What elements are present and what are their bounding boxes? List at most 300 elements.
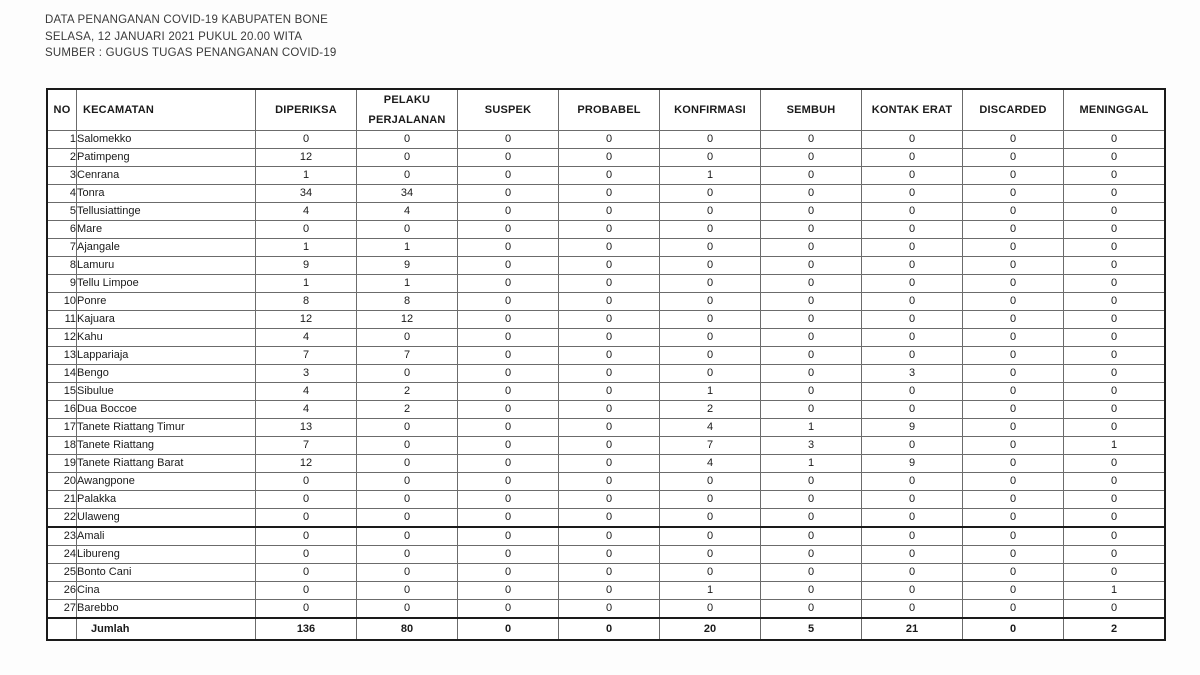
cell-probabel: 0 <box>559 185 660 203</box>
cell-sembuh: 0 <box>761 203 862 221</box>
cell-pelaku-perjalanan: 4 <box>357 203 458 221</box>
cell-discarded: 0 <box>963 167 1064 185</box>
cell-diperiksa: 12 <box>256 149 357 167</box>
title-line-1: DATA PENANGANAN COVID-19 KABUPATEN BONE <box>45 14 329 26</box>
table-row <box>47 509 1165 528</box>
cell-meninggal: 0 <box>1064 221 1166 239</box>
cell-kontak-erat: 0 <box>862 437 963 455</box>
cell-suspek: 0 <box>458 437 559 455</box>
table-row <box>47 383 1165 401</box>
cell-suspek: 0 <box>458 491 559 509</box>
cell-sembuh: 0 <box>761 509 862 528</box>
cell-kontak-erat: 0 <box>862 347 963 365</box>
cell-no: 8 <box>47 257 77 275</box>
cell-suspek: 0 <box>458 221 559 239</box>
cell-konfirmasi: 0 <box>660 347 761 365</box>
cell-suspek: 0 <box>458 564 559 582</box>
cell-kontak-erat: 0 <box>862 149 963 167</box>
cell-kecamatan: Tanete Riattang <box>77 437 256 455</box>
cell-probabel: 0 <box>559 311 660 329</box>
cell-kecamatan: Tonra <box>77 185 256 203</box>
cell-probabel: 0 <box>559 401 660 419</box>
cell-discarded: 0 <box>963 401 1064 419</box>
cell-suspek: 0 <box>458 546 559 564</box>
cell-suspek: 0 <box>458 329 559 347</box>
table-row <box>47 311 1165 329</box>
cell-meninggal: 0 <box>1064 329 1166 347</box>
cell-discarded: 0 <box>963 600 1064 619</box>
cell-sembuh: 1 <box>761 419 862 437</box>
cell-discarded: 0 <box>963 564 1064 582</box>
table-row <box>47 185 1165 203</box>
cell-kontak-erat: 0 <box>862 275 963 293</box>
cell-probabel: 0 <box>559 239 660 257</box>
cell-diperiksa: 9 <box>256 257 357 275</box>
table-header-row <box>47 89 1165 131</box>
cell-kecamatan: Sibulue <box>77 383 256 401</box>
cell-meninggal: 0 <box>1064 347 1166 365</box>
cell-kontak-erat: 0 <box>862 239 963 257</box>
cell-kontak-erat: 0 <box>862 491 963 509</box>
total-cell-diperiksa: 136 <box>256 618 357 640</box>
cell-no: 21 <box>47 491 77 509</box>
cell-no: 24 <box>47 546 77 564</box>
cell-kontak-erat: 3 <box>862 365 963 383</box>
cell-no: 11 <box>47 311 77 329</box>
cell-diperiksa: 0 <box>256 527 357 546</box>
cell-konfirmasi: 0 <box>660 546 761 564</box>
cell-konfirmasi: 0 <box>660 564 761 582</box>
cell-no: 15 <box>47 383 77 401</box>
table-row <box>47 257 1165 275</box>
table-row <box>47 600 1165 619</box>
cell-probabel: 0 <box>559 293 660 311</box>
table-row <box>47 455 1165 473</box>
cell-probabel: 0 <box>559 257 660 275</box>
cell-suspek: 0 <box>458 473 559 491</box>
cell-kecamatan: Libureng <box>77 546 256 564</box>
cell-meninggal: 0 <box>1064 527 1166 546</box>
cell-sembuh: 0 <box>761 401 862 419</box>
cell-konfirmasi: 1 <box>660 582 761 600</box>
column-header-probabel: PROBABEL <box>559 89 660 131</box>
table-row <box>47 167 1165 185</box>
cell-diperiksa: 12 <box>256 311 357 329</box>
table-row <box>47 275 1165 293</box>
cell-kecamatan: Barebbo <box>77 600 256 619</box>
cell-suspek: 0 <box>458 203 559 221</box>
cell-sembuh: 0 <box>761 167 862 185</box>
cell-probabel: 0 <box>559 546 660 564</box>
cell-discarded: 0 <box>963 221 1064 239</box>
cell-diperiksa: 4 <box>256 401 357 419</box>
cell-pelaku-perjalanan: 0 <box>357 167 458 185</box>
table-total-row <box>47 618 1165 640</box>
total-label: Jumlah <box>77 618 256 640</box>
cell-diperiksa: 0 <box>256 582 357 600</box>
cell-suspek: 0 <box>458 257 559 275</box>
cell-diperiksa: 0 <box>256 473 357 491</box>
cell-pelaku-perjalanan: 0 <box>357 437 458 455</box>
cell-diperiksa: 3 <box>256 365 357 383</box>
pelaku-label-line1: PELAKU <box>383 94 431 106</box>
cell-meninggal: 0 <box>1064 203 1166 221</box>
cell-no: 10 <box>47 293 77 311</box>
cell-konfirmasi: 1 <box>660 383 761 401</box>
cell-kontak-erat: 0 <box>862 257 963 275</box>
cell-konfirmasi: 4 <box>660 455 761 473</box>
cell-kecamatan: Awangpone <box>77 473 256 491</box>
cell-konfirmasi: 0 <box>660 509 761 528</box>
column-header-kontak-erat: KONTAK ERAT <box>862 89 963 131</box>
cell-kecamatan: Tanete Riattang Timur <box>77 419 256 437</box>
cell-no: 14 <box>47 365 77 383</box>
cell-meninggal: 0 <box>1064 455 1166 473</box>
cell-diperiksa: 0 <box>256 491 357 509</box>
cell-diperiksa: 0 <box>256 600 357 619</box>
cell-no: 13 <box>47 347 77 365</box>
cell-discarded: 0 <box>963 582 1064 600</box>
cell-kecamatan: Tellusiattinge <box>77 203 256 221</box>
cell-konfirmasi: 0 <box>660 275 761 293</box>
cell-discarded: 0 <box>963 275 1064 293</box>
cell-kecamatan: Dua Boccoe <box>77 401 256 419</box>
cell-kontak-erat: 0 <box>862 293 963 311</box>
cell-suspek: 0 <box>458 455 559 473</box>
column-header-no: NO <box>47 89 77 131</box>
cell-diperiksa: 7 <box>256 347 357 365</box>
cell-meninggal: 0 <box>1064 239 1166 257</box>
column-header-suspek: SUSPEK <box>458 89 559 131</box>
cell-pelaku-perjalanan: 0 <box>357 329 458 347</box>
cell-diperiksa: 4 <box>256 383 357 401</box>
cell-suspek: 0 <box>458 582 559 600</box>
column-header-konfirmasi: KONFIRMASI <box>660 89 761 131</box>
cell-kecamatan: Tanete Riattang Barat <box>77 455 256 473</box>
cell-diperiksa: 1 <box>256 275 357 293</box>
column-header-discarded: DISCARDED <box>963 89 1064 131</box>
cell-sembuh: 0 <box>761 347 862 365</box>
cell-no: 26 <box>47 582 77 600</box>
cell-probabel: 0 <box>559 437 660 455</box>
table-row <box>47 582 1165 600</box>
cell-probabel: 0 <box>559 491 660 509</box>
cell-kontak-erat: 0 <box>862 221 963 239</box>
column-header-diperiksa: DIPERIKSA <box>256 89 357 131</box>
cell-suspek: 0 <box>458 527 559 546</box>
cell-sembuh: 0 <box>761 185 862 203</box>
cell-discarded: 0 <box>963 527 1064 546</box>
table-row <box>47 365 1165 383</box>
cell-konfirmasi: 0 <box>660 203 761 221</box>
cell-meninggal: 0 <box>1064 275 1166 293</box>
cell-no: 19 <box>47 455 77 473</box>
cell-probabel: 0 <box>559 473 660 491</box>
cell-no: 16 <box>47 401 77 419</box>
cell-konfirmasi: 7 <box>660 437 761 455</box>
cell-no: 17 <box>47 419 77 437</box>
cell-konfirmasi: 0 <box>660 311 761 329</box>
pelaku-label-line2: PERJALANAN <box>368 114 446 126</box>
cell-konfirmasi: 2 <box>660 401 761 419</box>
cell-probabel: 0 <box>559 600 660 619</box>
cell-kontak-erat: 0 <box>862 509 963 528</box>
cell-kecamatan: Kajuara <box>77 311 256 329</box>
total-cell-sembuh: 5 <box>761 618 862 640</box>
cell-sembuh: 0 <box>761 311 862 329</box>
cell-suspek: 0 <box>458 131 559 149</box>
cell-pelaku-perjalanan: 8 <box>357 293 458 311</box>
cell-pelaku-perjalanan: 0 <box>357 131 458 149</box>
column-header-meninggal: MENINGGAL <box>1064 89 1166 131</box>
column-header-kecamatan: KECAMATAN <box>77 89 256 131</box>
cell-meninggal: 0 <box>1064 293 1166 311</box>
cell-kecamatan: Patimpeng <box>77 149 256 167</box>
table-row <box>47 221 1165 239</box>
cell-pelaku-perjalanan: 34 <box>357 185 458 203</box>
cell-kecamatan: Ponre <box>77 293 256 311</box>
cell-discarded: 0 <box>963 419 1064 437</box>
cell-kontak-erat: 0 <box>862 311 963 329</box>
cell-discarded: 0 <box>963 546 1064 564</box>
table-row <box>47 564 1165 582</box>
cell-konfirmasi: 0 <box>660 131 761 149</box>
cell-pelaku-perjalanan: 0 <box>357 546 458 564</box>
cell-kontak-erat: 0 <box>862 185 963 203</box>
table-body <box>47 131 1165 641</box>
cell-kontak-erat: 0 <box>862 564 963 582</box>
cell-pelaku-perjalanan: 0 <box>357 491 458 509</box>
cell-no: 5 <box>47 203 77 221</box>
cell-meninggal: 0 <box>1064 365 1166 383</box>
cell-konfirmasi: 0 <box>660 257 761 275</box>
total-cell-pelaku-perjalanan: 80 <box>357 618 458 640</box>
cell-probabel: 0 <box>559 221 660 239</box>
cell-no: 27 <box>47 600 77 619</box>
cell-kecamatan: Bonto Cani <box>77 564 256 582</box>
cell-sembuh: 0 <box>761 149 862 167</box>
table-row <box>47 473 1165 491</box>
cell-sembuh: 0 <box>761 564 862 582</box>
cell-pelaku-perjalanan: 7 <box>357 347 458 365</box>
cell-sembuh: 0 <box>761 221 862 239</box>
table-header <box>47 89 1165 131</box>
cell-kecamatan: Amali <box>77 527 256 546</box>
cell-sembuh: 0 <box>761 473 862 491</box>
cell-meninggal: 1 <box>1064 582 1166 600</box>
cell-discarded: 0 <box>963 509 1064 528</box>
cell-discarded: 0 <box>963 311 1064 329</box>
cell-konfirmasi: 4 <box>660 419 761 437</box>
table-row <box>47 401 1165 419</box>
cell-pelaku-perjalanan: 0 <box>357 473 458 491</box>
cell-pelaku-perjalanan: 0 <box>357 527 458 546</box>
cell-diperiksa: 0 <box>256 564 357 582</box>
cell-diperiksa: 7 <box>256 437 357 455</box>
cell-sembuh: 0 <box>761 131 862 149</box>
cell-discarded: 0 <box>963 329 1064 347</box>
cell-pelaku-perjalanan: 0 <box>357 149 458 167</box>
column-header-pelaku-perjalanan <box>357 89 458 131</box>
covid-data-table <box>46 88 1166 641</box>
cell-suspek: 0 <box>458 401 559 419</box>
cell-probabel: 0 <box>559 347 660 365</box>
cell-pelaku-perjalanan: 0 <box>357 221 458 239</box>
cell-pelaku-perjalanan: 0 <box>357 365 458 383</box>
cell-suspek: 0 <box>458 149 559 167</box>
cell-konfirmasi: 0 <box>660 293 761 311</box>
cell-konfirmasi: 0 <box>660 527 761 546</box>
cell-pelaku-perjalanan: 12 <box>357 311 458 329</box>
cell-kecamatan: Palakka <box>77 491 256 509</box>
total-cell-probabel: 0 <box>559 618 660 640</box>
cell-konfirmasi: 0 <box>660 365 761 383</box>
cell-discarded: 0 <box>963 473 1064 491</box>
cell-suspek: 0 <box>458 311 559 329</box>
cell-probabel: 0 <box>559 419 660 437</box>
cell-suspek: 0 <box>458 293 559 311</box>
cell-kecamatan: Salomekko <box>77 131 256 149</box>
table-row <box>47 203 1165 221</box>
cell-diperiksa: 8 <box>256 293 357 311</box>
cell-probabel: 0 <box>559 167 660 185</box>
total-cell-no <box>47 618 77 640</box>
table-row <box>47 347 1165 365</box>
cell-kontak-erat: 0 <box>862 383 963 401</box>
cell-discarded: 0 <box>963 239 1064 257</box>
cell-kecamatan: Ulaweng <box>77 509 256 528</box>
cell-meninggal: 0 <box>1064 473 1166 491</box>
cell-diperiksa: 4 <box>256 203 357 221</box>
cell-suspek: 0 <box>458 275 559 293</box>
cell-no: 1 <box>47 131 77 149</box>
cell-probabel: 0 <box>559 149 660 167</box>
cell-no: 12 <box>47 329 77 347</box>
cell-sembuh: 0 <box>761 365 862 383</box>
cell-no: 7 <box>47 239 77 257</box>
cell-meninggal: 0 <box>1064 257 1166 275</box>
cell-no: 22 <box>47 509 77 528</box>
cell-sembuh: 0 <box>761 329 862 347</box>
cell-sembuh: 3 <box>761 437 862 455</box>
cell-sembuh: 0 <box>761 582 862 600</box>
cell-probabel: 0 <box>559 509 660 528</box>
cell-kontak-erat: 0 <box>862 582 963 600</box>
cell-meninggal: 0 <box>1064 149 1166 167</box>
cell-discarded: 0 <box>963 347 1064 365</box>
cell-sembuh: 0 <box>761 257 862 275</box>
cell-meninggal: 0 <box>1064 509 1166 528</box>
cell-kecamatan: Lamuru <box>77 257 256 275</box>
cell-diperiksa: 12 <box>256 455 357 473</box>
cell-meninggal: 0 <box>1064 383 1166 401</box>
cell-sembuh: 0 <box>761 527 862 546</box>
cell-sembuh: 0 <box>761 293 862 311</box>
total-cell-suspek: 0 <box>458 618 559 640</box>
cell-discarded: 0 <box>963 365 1064 383</box>
title-line-3: SUMBER : GUGUS TUGAS PENANGANAN COVID-19 <box>45 47 337 60</box>
cell-diperiksa: 4 <box>256 329 357 347</box>
cell-meninggal: 0 <box>1064 600 1166 619</box>
cell-kecamatan: Ajangale <box>77 239 256 257</box>
cell-discarded: 0 <box>963 257 1064 275</box>
cell-sembuh: 0 <box>761 600 862 619</box>
cell-kecamatan: Lappariaja <box>77 347 256 365</box>
covid-data-table-wrapper <box>46 88 1150 641</box>
cell-no: 25 <box>47 564 77 582</box>
cell-suspek: 0 <box>458 347 559 365</box>
cell-discarded: 0 <box>963 437 1064 455</box>
cell-diperiksa: 1 <box>256 167 357 185</box>
cell-sembuh: 0 <box>761 383 862 401</box>
total-cell-discarded: 0 <box>963 618 1064 640</box>
cell-suspek: 0 <box>458 419 559 437</box>
cell-sembuh: 1 <box>761 455 862 473</box>
cell-kontak-erat: 0 <box>862 527 963 546</box>
cell-diperiksa: 0 <box>256 131 357 149</box>
cell-probabel: 0 <box>559 131 660 149</box>
cell-no: 18 <box>47 437 77 455</box>
cell-kontak-erat: 0 <box>862 167 963 185</box>
cell-meninggal: 0 <box>1064 491 1166 509</box>
cell-meninggal: 0 <box>1064 401 1166 419</box>
cell-meninggal: 0 <box>1064 546 1166 564</box>
cell-no: 3 <box>47 167 77 185</box>
cell-konfirmasi: 0 <box>660 600 761 619</box>
cell-discarded: 0 <box>963 491 1064 509</box>
cell-sembuh: 0 <box>761 239 862 257</box>
cell-meninggal: 0 <box>1064 185 1166 203</box>
cell-no: 6 <box>47 221 77 239</box>
cell-sembuh: 0 <box>761 275 862 293</box>
table-row <box>47 149 1165 167</box>
cell-pelaku-perjalanan: 0 <box>357 419 458 437</box>
table-row <box>47 437 1165 455</box>
cell-probabel: 0 <box>559 329 660 347</box>
cell-discarded: 0 <box>963 203 1064 221</box>
cell-pelaku-perjalanan: 0 <box>357 455 458 473</box>
cell-kecamatan: Mare <box>77 221 256 239</box>
title-line-2: SELASA, 12 JANUARI 2021 PUKUL 20.00 WITA <box>45 30 303 43</box>
cell-konfirmasi: 0 <box>660 239 761 257</box>
cell-probabel: 0 <box>559 365 660 383</box>
cell-kontak-erat: 9 <box>862 455 963 473</box>
cell-pelaku-perjalanan: 0 <box>357 600 458 619</box>
cell-no: 9 <box>47 275 77 293</box>
cell-pelaku-perjalanan: 1 <box>357 239 458 257</box>
cell-no: 23 <box>47 527 77 546</box>
cell-discarded: 0 <box>963 131 1064 149</box>
cell-diperiksa: 0 <box>256 221 357 239</box>
cell-no: 2 <box>47 149 77 167</box>
cell-konfirmasi: 0 <box>660 473 761 491</box>
cell-probabel: 0 <box>559 383 660 401</box>
table-row <box>47 491 1165 509</box>
cell-probabel: 0 <box>559 455 660 473</box>
cell-suspek: 0 <box>458 167 559 185</box>
cell-discarded: 0 <box>963 383 1064 401</box>
cell-kecamatan: Bengo <box>77 365 256 383</box>
cell-diperiksa: 13 <box>256 419 357 437</box>
cell-kecamatan: Kahu <box>77 329 256 347</box>
cell-pelaku-perjalanan: 2 <box>357 401 458 419</box>
document-title-block <box>45 12 337 62</box>
cell-pelaku-perjalanan: 0 <box>357 564 458 582</box>
cell-meninggal: 0 <box>1064 167 1166 185</box>
cell-suspek: 0 <box>458 239 559 257</box>
cell-pelaku-perjalanan: 2 <box>357 383 458 401</box>
cell-diperiksa: 1 <box>256 239 357 257</box>
